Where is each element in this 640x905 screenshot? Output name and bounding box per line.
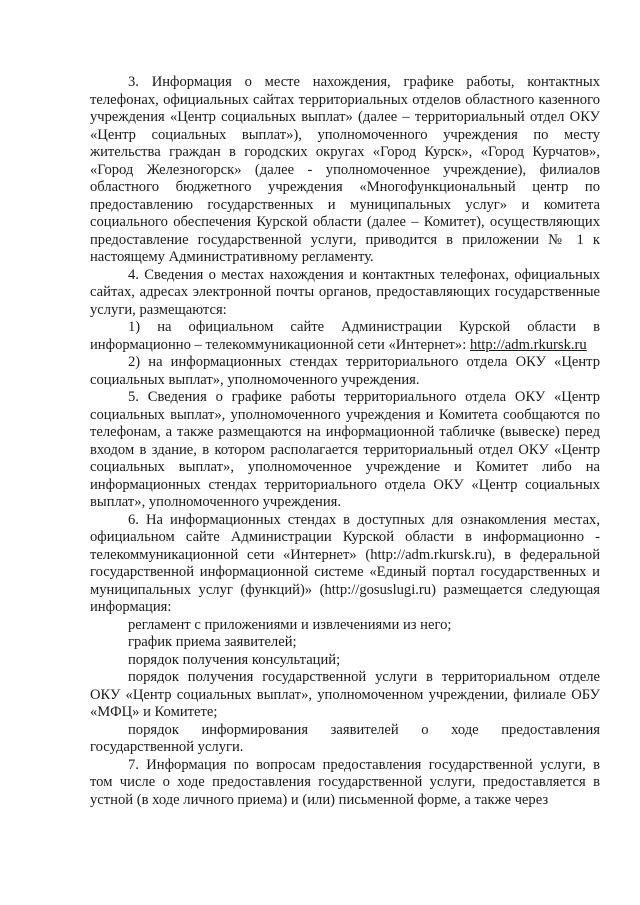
- paragraph-4: 4. Сведения о местах нахождения и контактных телефонах, официальных сайтах, адресах электронной почты органов, предоставляющих государственные услуги, размещаются:: [90, 266, 600, 318]
- paragraph-4-item-1: [90, 319, 600, 354]
- paragraph-6-item-schedule: график приема заявителей;: [128, 634, 297, 650]
- paragraph-6-item-consultations: порядок получения консультаций;: [128, 651, 341, 668]
- adm-rkursk-link[interactable]: http://adm.rkursk.ru: [469, 336, 587, 353]
- paragraph-4-item-2: 2) на информационных стендах территориального отдела ОКУ «Центр социальных выплат», уполномоченного учреждения.: [90, 354, 600, 388]
- paragraph-6-item-regulation: регламент с приложениями и извлечениями из него;: [128, 616, 452, 633]
- paragraph-5: 5. Сведения о графике работы территориального отдела ОКУ «Центр социальных выплат», уполномоченного учреждения и Комитета сообщаются по телефонам, а также размещаются на информационной табличке (вывеске) перед входом в здание, в котором располагается территориальный отдел ОКУ «Центр социальных выплат», уполномоченное учреждение и Комитет либо на информационных стендах территориального отдела ОКУ «Центр социальных выплат», уполномоченного учреждения.: [90, 389, 600, 510]
- paragraph-3: 3. Информация о месте нахождения, графике работы, контактных телефонах, официальных сайтах территориальных отделов областного казенного учреждения «Центр социальных выплат» (далее – территориальный отдел ОКУ «Центр социальных выплат»), уполномоченного учреждения по месту жительства граждан в городских округах «Город Курск», «Город Курчатов», «Город Железногорск» (далее - уполномоченное учреждение), филиалов областного бюджетного учреждения «Многофункциональный центр по предоставлению государственных и муниципальных услуг» и комитета социального обеспечения Курской области (далее – Комитет), осуществляющих предоставление государственной услуги, приводится в приложении № 1 к настоящему Административному регламенту.: [90, 74, 600, 265]
- paragraph-6: 6. На информационных стендах в доступных для ознакомления местах, официальном сайте Администрации Курской области в информационно - телекоммуникационной сети «Интернет» (http://adm.rkursk.ru), в федеральной государственной информационной системе «Единый портал государственных и муниципальных услуг (функций)» (http://gosuslugi.ru) размещается следующая информация:: [90, 511, 600, 615]
- paragraph-6-item-informing: порядок информирования заявителей о ходе предоставления государственной услуги.: [90, 721, 600, 755]
- paragraph-7: 7. Информация по вопросам предоставления государственной услуги, в том числе о ходе предоставления государственной услуги, предоставляется в устной (в ходе личного приема) и (или) письменной форме, а также через: [90, 756, 600, 808]
- paragraph-4-item-1-text: 1) на официальном сайте Администрации Курской области в информационно – телекоммуникационной сети «Интернет»:: [90, 319, 600, 353]
- paragraph-6-item-procedure: порядок получения государственной услуги в территориальном отделе ОКУ «Центр социальных выплат», уполномоченном учреждении, филиале ОБУ «МФЦ» и Комитете;: [90, 669, 600, 720]
